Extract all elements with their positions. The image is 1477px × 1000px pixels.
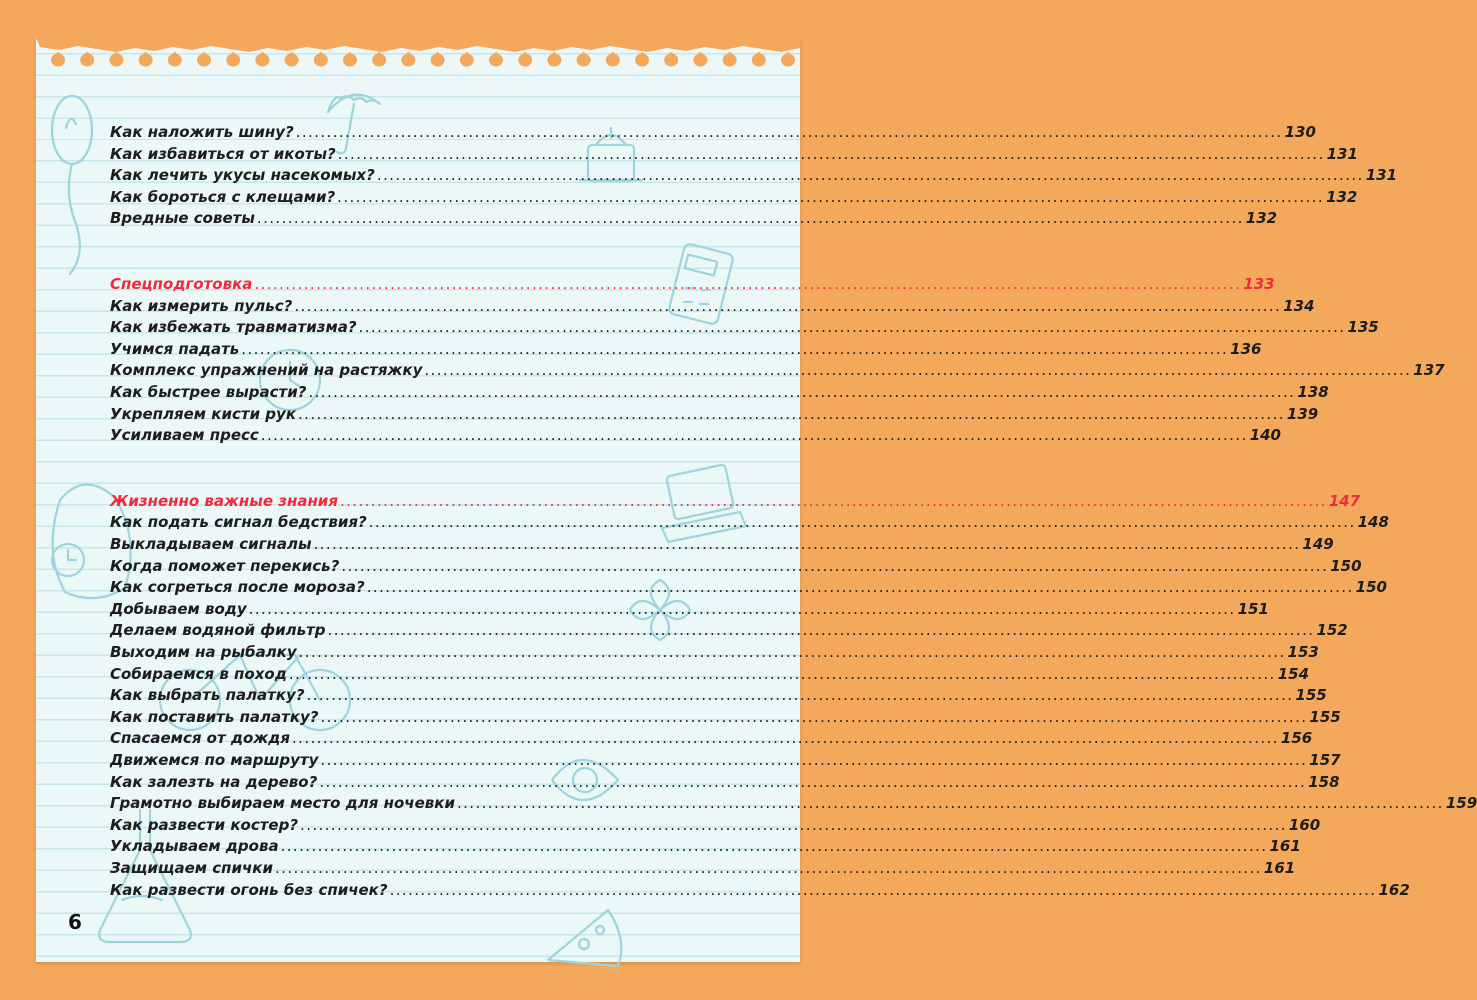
- toc-entry: [110, 618, 1348, 640]
- dot-leader: ................................................................................................................................................................: [300, 815, 1287, 834]
- toc-entry: [110, 683, 1327, 705]
- toc-entry: [110, 575, 1387, 597]
- dot-leader: ................................................................................................................................................................: [306, 686, 1294, 705]
- toc-entry-page: 152: [1316, 621, 1348, 640]
- toc-entry: [110, 726, 1313, 748]
- dot-leader: ................................................................................................................................................................: [275, 859, 1262, 877]
- toc-entry-title: Как выбрать палатку?: [110, 686, 305, 705]
- toc-entry: [110, 358, 1445, 380]
- toc-entry-title: Как быстрее вырасти?: [110, 383, 307, 401]
- toc-entry-page: 130: [1284, 123, 1316, 141]
- toc-entry: [110, 380, 1329, 401]
- dot-leader: ................................................................................................................................................................: [298, 643, 1286, 661]
- toc-entry-page: 149: [1302, 535, 1334, 553]
- toc-entry: [110, 294, 1315, 315]
- toc-entry-page: 138: [1297, 383, 1329, 401]
- toc-entry-title: Как измерить пульс?: [110, 296, 293, 315]
- toc-entry-page: 156: [1280, 729, 1313, 748]
- dot-leader: ................................................................................................................................................................: [368, 513, 1356, 532]
- toc-entry-title: Как избавиться от икоты?: [110, 144, 336, 163]
- toc-entry-title: Как поставить палатку?: [110, 707, 319, 726]
- dot-leader: ................................................................................................................................................................: [389, 880, 1377, 899]
- dot-leader: ................................................................................................................................................................: [376, 166, 1364, 185]
- toc-entry-title: Укладываем дрова: [110, 837, 279, 856]
- dot-leader: ................................................................................................................................................................: [313, 535, 1301, 553]
- dot-leader: ................................................................................................................................................................: [308, 383, 1296, 401]
- toc-entry-title: Как подать сигнал бедствия?: [110, 513, 367, 532]
- dot-leader: ................................................................................................................................................................: [337, 187, 1325, 206]
- toc-entry-title: Как развести костер?: [110, 815, 299, 834]
- toc-entry-title: Жизненно важные знания: [110, 491, 338, 510]
- toc-entry: [110, 791, 1477, 813]
- page-number: 6: [68, 910, 82, 934]
- dot-leader: ................................................................................................................................................................: [320, 751, 1308, 769]
- dot-leader: ................................................................................................................................................................: [248, 599, 1236, 618]
- toc-entry-title: Как избежать травматизма?: [110, 318, 357, 337]
- dot-leader: ................................................................................................................................................................: [339, 491, 1327, 510]
- toc-entry: [110, 532, 1334, 553]
- dot-leader: ................................................................................................................................................................: [358, 318, 1346, 337]
- toc-entry-title: Выкладываем сигналы: [110, 535, 312, 553]
- toc-entry-title: Как развести огонь без спичек?: [110, 880, 388, 899]
- toc-entry-page: 159: [1445, 794, 1477, 813]
- toc-entry: [110, 834, 1301, 856]
- toc-entry-title: Усиливаем пресс: [110, 426, 259, 445]
- toc-entry-title: Как залезть на дерево?: [110, 772, 318, 791]
- dot-leader: ................................................................................................................................................................: [241, 339, 1229, 358]
- toc-entry: [110, 813, 1321, 834]
- toc-entry-page: 147: [1328, 491, 1361, 510]
- toc-entry: [110, 510, 1389, 532]
- toc-entry-title: Когда поможет перекись?: [110, 556, 340, 575]
- dot-leader: ................................................................................................................................................................: [254, 275, 1242, 293]
- toc-entry: [110, 402, 1319, 423]
- toc-entry: [110, 142, 1358, 163]
- toc-entry-page: 161: [1263, 859, 1296, 877]
- toc-entry-title: Как бороться с клещами?: [110, 187, 336, 206]
- toc-entry-page: 155: [1309, 707, 1341, 726]
- toc-entry-page: 153: [1287, 643, 1319, 661]
- toc-entry-page: 148: [1357, 513, 1389, 532]
- toc-entry: [110, 770, 1340, 791]
- toc-entry-page: 132: [1326, 187, 1358, 206]
- dot-leader: ................................................................................................................................................................: [288, 664, 1276, 683]
- toc-entry-page: 136: [1230, 339, 1262, 358]
- toc-entry-title: Собираемся в поход: [110, 664, 287, 683]
- toc-entry: [110, 878, 1410, 899]
- dot-leader: ................................................................................................................................................................: [456, 794, 1444, 813]
- toc-entry-title: Выходим на рыбалку: [110, 643, 297, 661]
- toc-entry-page: 150: [1355, 578, 1387, 597]
- toc-entry-page: 161: [1269, 837, 1301, 856]
- dot-leader: ................................................................................................................................................................: [319, 772, 1307, 791]
- toc-entry-title: Движемся по маршруту: [110, 751, 319, 769]
- dot-leader: ................................................................................................................................................................: [341, 556, 1329, 575]
- dot-leader: ................................................................................................................................................................: [256, 209, 1244, 228]
- toc-entry-page: 151: [1237, 599, 1269, 618]
- toc-entry-page: 134: [1283, 296, 1315, 315]
- toc-entry-page: 131: [1365, 166, 1398, 185]
- toc-entry-page: 137: [1413, 361, 1445, 380]
- toc-entry-page: 135: [1347, 318, 1379, 337]
- toc-entry: [110, 748, 1341, 769]
- toc-entry-title: Добываем воду: [110, 599, 247, 618]
- toc-entry: [110, 337, 1262, 358]
- toc-entry-page: 160: [1288, 815, 1321, 834]
- toc-entry: [110, 185, 1358, 206]
- dot-leader: ................................................................................................................................................................: [298, 404, 1285, 423]
- toc-entry-page: 158: [1308, 772, 1340, 791]
- toc-entry-page: 132: [1245, 209, 1278, 228]
- dot-leader: ................................................................................................................................................................: [320, 707, 1308, 726]
- toc-entry-title: Делаем водяной фильтр: [110, 621, 326, 640]
- toc-entry-title: Спасаемся от дождя: [110, 729, 290, 748]
- toc-section-heading: [110, 489, 1361, 510]
- toc-entry-title: Как наложить шину?: [110, 123, 294, 141]
- toc-entry: [110, 640, 1319, 661]
- toc-entry-page: 157: [1309, 751, 1341, 769]
- toc-entry-page: 150: [1330, 556, 1362, 575]
- toc-entry-page: 155: [1295, 686, 1327, 705]
- toc-entry-title: Защищаем спички: [110, 859, 273, 877]
- dot-leader: ................................................................................................................................................................: [366, 578, 1354, 597]
- toc-entry-title: Учимся падать: [110, 339, 240, 358]
- toc-entry: [110, 206, 1278, 228]
- toc-entry: [110, 597, 1269, 618]
- dot-leader: ................................................................................................................................................................: [337, 144, 1325, 163]
- toc-entry-page: 162: [1378, 880, 1410, 899]
- toc-entry-title: Укрепляем кисти рук: [110, 404, 296, 423]
- dot-leader: ................................................................................................................................................................: [292, 729, 1279, 748]
- toc-entry-page: 133: [1243, 275, 1275, 293]
- toc-entry-title: Грамотно выбираем место для ночевки: [110, 794, 455, 813]
- toc-entry: [110, 163, 1398, 185]
- toc-entry-page: 154: [1277, 664, 1310, 683]
- toc-entry-page: 140: [1249, 426, 1281, 445]
- dot-leader: ................................................................................................................................................................: [327, 621, 1315, 640]
- toc-entry: [110, 662, 1310, 683]
- toc-entry-title: Вредные советы: [110, 209, 255, 228]
- toc-entry-title: Как согреться после мороза?: [110, 578, 365, 597]
- dot-leader: ................................................................................................................................................................: [295, 123, 1283, 141]
- toc-entry: [110, 705, 1341, 726]
- toc-entry-title: Как лечить укусы насекомых?: [110, 166, 375, 185]
- dot-leader: ................................................................................................................................................................: [294, 296, 1282, 315]
- toc-entry: [110, 315, 1379, 337]
- toc-entry: [110, 423, 1281, 445]
- toc-section-heading: [110, 272, 1275, 293]
- dot-leader: ................................................................................................................................................................: [424, 361, 1412, 380]
- toc-entry-title: Комплекс упражнений на растяжку: [110, 361, 423, 380]
- dot-leader: ................................................................................................................................................................: [260, 426, 1248, 445]
- dot-leader: ................................................................................................................................................................: [280, 837, 1268, 856]
- toc-entry-title: Спецподготовка: [110, 275, 253, 293]
- toc-entry: [110, 554, 1362, 575]
- toc-entry-page: 131: [1326, 144, 1358, 163]
- toc-entry: [110, 120, 1316, 141]
- toc-entry-page: 139: [1286, 404, 1319, 423]
- toc-entry: [110, 856, 1296, 877]
